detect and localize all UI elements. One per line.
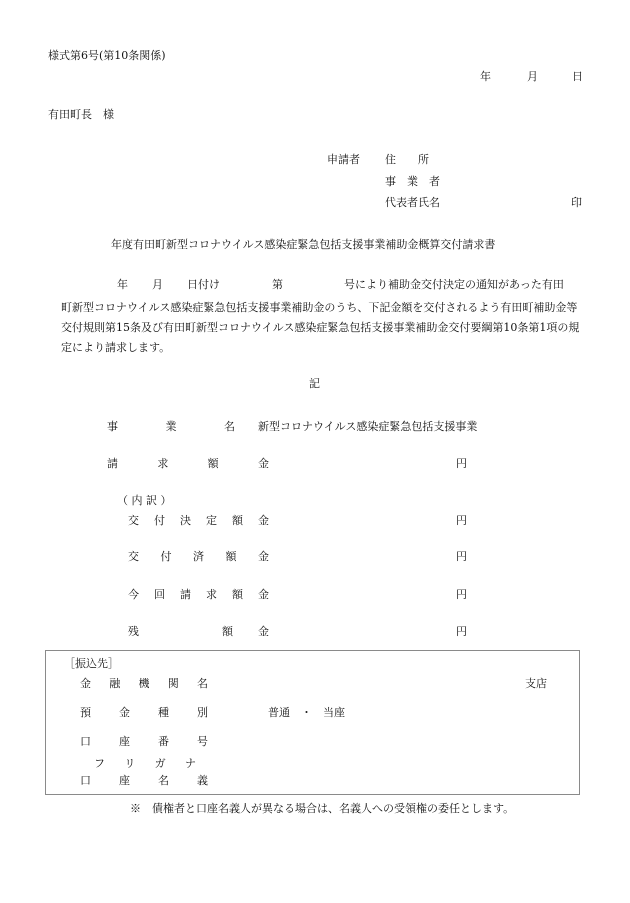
project-name-label: 事 業 名 xyxy=(107,420,235,433)
applicant-representative-label: 代表者氏名 xyxy=(385,196,440,209)
current-request-yen: 円 xyxy=(456,588,467,601)
remaining-label-3: 金 xyxy=(258,625,269,638)
breakdown-heading: （ 内 訳 ） xyxy=(117,494,172,507)
seal-mark: 印 xyxy=(571,196,582,209)
date-day: 日 xyxy=(572,70,583,83)
remaining-label-1: 残 xyxy=(128,625,139,638)
date-year: 年 xyxy=(480,70,491,83)
paid-amount-yen: 円 xyxy=(456,550,467,563)
applicant-label: 申請者 xyxy=(327,153,360,166)
bank-branch: 支店 xyxy=(525,677,547,690)
decided-amount-label: 交 付 決 定 額 金 xyxy=(128,514,269,527)
remaining-label-2: 額 xyxy=(222,625,233,638)
request-amount-yen: 円 xyxy=(456,457,467,470)
deposit-type-label: 預 金 種 別 xyxy=(80,706,208,719)
bank-heading: ［振込先］ xyxy=(64,657,119,670)
form-number: 様式第6号(第10条関係) xyxy=(48,49,166,62)
date-month: 月 xyxy=(527,70,538,83)
furigana-label: フ リ ガ ナ xyxy=(94,757,196,770)
decided-amount-yen: 円 xyxy=(456,514,467,527)
request-amount-label: 請 求 額 金 xyxy=(107,457,269,470)
body-line1-rest: 号により補助金交付決定の通知があった有田 xyxy=(344,278,564,291)
applicant-business-label: 事 業 者 xyxy=(385,175,440,188)
addressee: 有田町長 様 xyxy=(48,108,114,121)
document-title: 年度有田町新型コロナウイルス感染症緊急包括支援事業補助金概算交付請求書 xyxy=(111,238,496,251)
body-month: 月 xyxy=(152,278,163,291)
note: ※ 債権者と口座名義人が異なる場合は、名義人への受領権の委任とします。 xyxy=(130,802,515,815)
paid-amount-label: 交 付 済 額 金 xyxy=(128,550,269,563)
body-year: 年 xyxy=(117,278,128,291)
deposit-type-value: 普通 ・ 当座 xyxy=(268,706,345,719)
applicant-address-label: 住 所 xyxy=(385,153,429,166)
project-name-value: 新型コロナウイルス感染症緊急包括支援事業 xyxy=(258,420,478,433)
bank-institution-label: 金 融 機 関 名 xyxy=(80,677,208,690)
ki-heading: 記 xyxy=(309,377,320,390)
body-day: 日付け xyxy=(187,278,220,291)
body-paragraph: 町新型コロナウイルス感染症緊急包括支援事業補助金のうち、下記金額を交付されるよう有田町補助金等交付規則第15条及び有田町新型コロナウイルス感染症緊急包括支援事業補助金交付要綱第10条第1項の規定により請求します。 xyxy=(61,301,580,354)
body-number-prefix: 第 xyxy=(272,278,283,291)
account-number-label: 口 座 番 号 xyxy=(80,735,208,748)
remaining-yen: 円 xyxy=(456,625,467,638)
account-holder-label: 口 座 名 義 xyxy=(80,774,208,787)
current-request-label: 今 回 請 求 額 金 xyxy=(128,588,269,601)
